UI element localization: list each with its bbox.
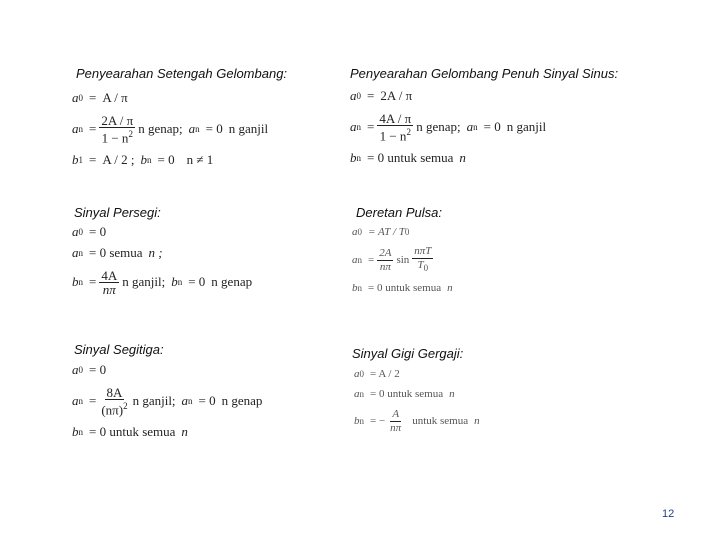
sawtooth-title: Sinyal Gigi Gergaji: [352, 346, 464, 361]
page-number: 12 [662, 508, 675, 520]
pulse-an-fraction: $\frac{2A}{n\pi}$ [379, 246, 392, 273]
sawtooth-bn: b n = − $\frac{A}{n\pi}$ untuk semua n [354, 407, 480, 434]
pulse-title: Deretan Pulsa: [356, 205, 442, 220]
triangle-an: a n = $\frac{8A}{(n\pi)^2}$ n ganjil; a n = 0 n genap [72, 384, 263, 418]
sawtooth-bn-fraction: $\frac{A}{n\pi}$ [390, 407, 402, 434]
square-title: Sinyal Persegi: [74, 205, 161, 220]
triangle-formulas [72, 360, 262, 442]
full-wave-an-fraction: $\frac{4A / \pi}{1 - n^2}$ [379, 110, 412, 144]
half-wave-formulas [72, 88, 268, 170]
pulse-bn: b n = 0 untuk semua n [352, 282, 453, 294]
square-bn-fraction: $\frac{4A}{n\pi}$ [101, 267, 118, 297]
triangle-a0: a 0 = 0 [72, 362, 107, 377]
full-wave-a0: a 0 = 2A / π [350, 88, 413, 103]
square-an: a n = 0 semua n ; [72, 245, 163, 260]
square-bn: b n = $\frac{4A}{n\pi}$ n ganjil; b n = 0 n genap [72, 267, 253, 297]
triangle-an-fraction: $\frac{8A}{(n\pi)^2}$ [101, 384, 128, 418]
sawtooth-an: a n = 0 untuk semua n [354, 388, 455, 400]
sawtooth-a0: a 0 = A / 2 [354, 368, 400, 380]
triangle-title: Sinyal Segitiga: [74, 342, 164, 357]
square-a0: a 0 = 0 [72, 224, 107, 239]
sawtooth-formulas [354, 364, 480, 438]
triangle-bn: b n = 0 untuk semua n [72, 424, 188, 439]
pulse-formulas [352, 222, 453, 298]
pulse-a0: a 0 = AT / T 0 [352, 226, 410, 238]
full-wave-an: a n = $\frac{4A / \pi}{1 - n^2}$ n genap; a n = 0 n ganjil [350, 110, 547, 144]
full-wave-formulas [350, 86, 546, 168]
pulse-an: a n = $\frac{2A}{n\pi}$ sin $\frac{\text{nπT}}{T_0}$ [352, 244, 432, 274]
square-formulas [72, 222, 252, 300]
full-wave-title: Penyearahan Gelombang Penuh Sinyal Sinus: [350, 66, 619, 81]
pulse-sin-argument: $\frac{\text{nπT}}{T_0}$ [414, 244, 432, 274]
half-wave-a0: a 0 = A / π [72, 90, 128, 105]
half-wave-bn: b 1 = A / 2 ; b n = 0 n ≠ 1 [72, 152, 214, 167]
half-wave-title: Penyearahan Setengah Gelombang: [76, 66, 288, 81]
half-wave-an-fraction: $\frac{2A / \pi}{1 - n^2}$ [101, 112, 134, 146]
half-wave-an: a n = $\frac{2A / \pi}{1 - n^2}$ n genap; a n = 0 n ganjil [72, 112, 269, 146]
full-wave-bn: b n = 0 untuk semua n [350, 150, 466, 165]
